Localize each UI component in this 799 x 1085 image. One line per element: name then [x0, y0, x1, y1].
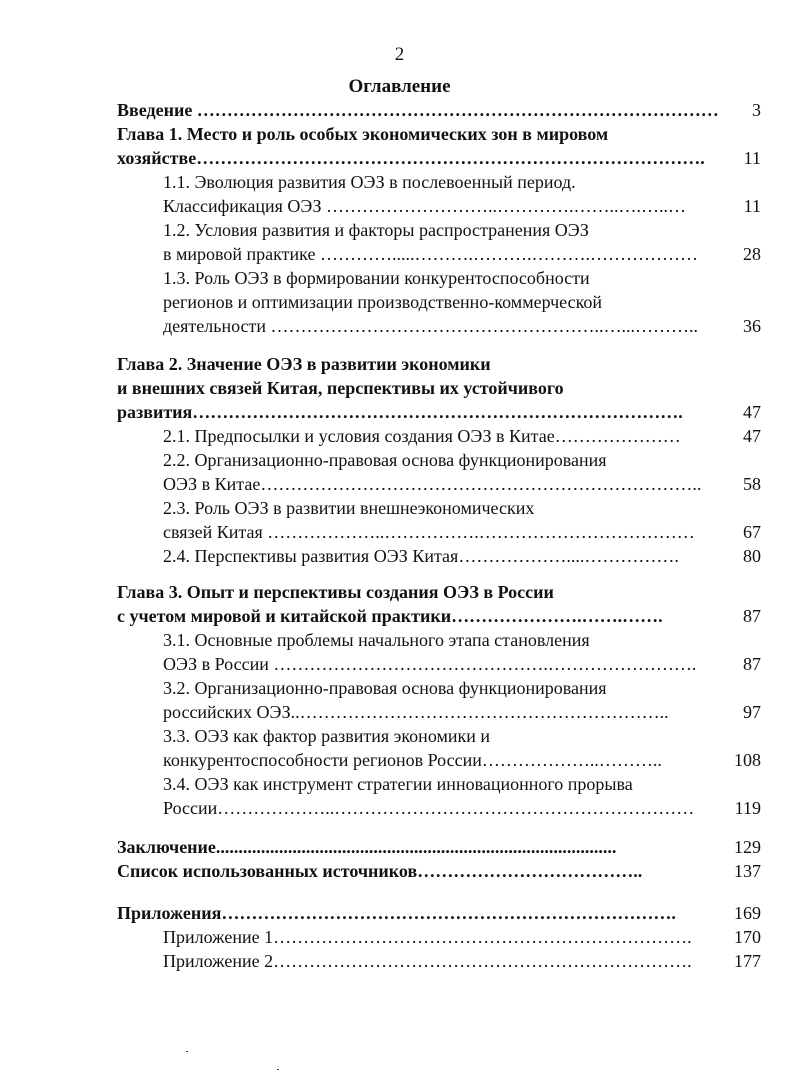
toc-page-chapter-1: 11 [743, 148, 761, 168]
toc-entry-appendices: Приложения…………………………………………………………………. [117, 903, 676, 923]
scan-speck [277, 1069, 279, 1070]
toc-section-1-1-cont: Классификация ОЭЗ ………………………..………….……..….…..… [163, 196, 687, 216]
toc-section-1-2-cont: в мировой практике ………….....……….……….……….……………… [163, 244, 698, 264]
toc-chapter-1-title: Глава 1. Место и роль особых экономических зон в мировом [117, 124, 609, 144]
toc-section-3-4: 3.4. ОЭЗ как инструмент стратегии инновационного прорыва [163, 774, 633, 794]
toc-entry-introduction: Введение …………………………………………………………………………… [117, 100, 719, 120]
toc-section-3-3: 3.3. ОЭЗ как фактор развития экономики и [163, 726, 491, 746]
toc-section-1-2: 1.2. Условия развития и факторы распространения ОЭЗ [163, 220, 589, 240]
toc-section-2-1: 2.1. Предпосылки и условия создания ОЭЗ в Китае………………… [163, 426, 681, 446]
toc-entry-references: Список использованных источников……………………………….. [117, 861, 643, 881]
toc-chapter-2-title: Глава 2. Значение ОЭЗ в развитии экономики [117, 354, 491, 374]
toc-page-section-1-1: 11 [743, 196, 761, 216]
toc-section-2-3-cont: связей Китая ………………..…………….……………………………… [163, 522, 695, 542]
toc-entry-appendix-1: Приложение 1……………………………………………………………. [163, 927, 692, 947]
toc-section-1-3-cont: регионов и оптимизации производственно-коммерческой [163, 292, 603, 312]
toc-chapter-2-title-cont-2: развития………………………………………………………………………. [117, 402, 683, 422]
toc-page-section-1-3: 36 [743, 316, 761, 336]
toc-chapter-1-title-cont: хозяйстве…………………………………………………………………………. [117, 148, 705, 168]
toc-page-section-3-1: 87 [743, 654, 761, 674]
toc-page-section-3-3: 108 [734, 750, 761, 770]
toc-section-2-3: 2.3. Роль ОЭЗ в развитии внешнеэкономических [163, 498, 535, 518]
toc-page-section-3-4: 119 [734, 798, 761, 818]
toc-page-section-1-2: 28 [743, 244, 761, 264]
toc-title: Оглавление [348, 76, 451, 97]
scan-speck [186, 1051, 188, 1052]
toc-page-section-2-3: 67 [743, 522, 761, 542]
toc-page-chapter-2: 47 [743, 402, 761, 422]
toc-chapter-3-title: Глава 3. Опыт и перспективы создания ОЭЗ в России [117, 582, 554, 602]
toc-section-2-4: 2.4. Перспективы развития ОЭЗ Китая………………....……………. [163, 546, 679, 566]
toc-page-section-2-1: 47 [743, 426, 761, 446]
toc-section-3-4-cont: России………………..…………………………………………………… [163, 798, 694, 818]
toc-section-3-2-cont: российских ОЭЗ..…………………………………………………….. [163, 702, 669, 722]
toc-section-3-3-cont: конкурентоспособности регионов России………………..……….. [163, 750, 662, 770]
toc-page-section-2-4: 80 [743, 546, 761, 566]
toc-section-2-2: 2.2. Организационно-правовая основа функционирования [163, 450, 607, 470]
toc-page-section-2-2: 58 [743, 474, 761, 494]
toc-page-chapter-3: 87 [743, 606, 761, 626]
toc-page-conclusion: 129 [734, 837, 761, 857]
toc-section-1-3: 1.3. Роль ОЭЗ в формировании конкурентоспособности [163, 268, 590, 288]
toc-page-references: 137 [734, 861, 761, 881]
toc-chapter-3-title-cont: с учетом мировой и китайской практики………………….…….……. [117, 606, 663, 626]
toc-section-3-1-cont: ОЭЗ в России ……………………………………….……………………. [163, 654, 696, 674]
toc-page-appendix-1: 170 [734, 927, 761, 947]
toc-entry-appendix-2: Приложение 2……………………………………………………………. [163, 951, 692, 971]
toc-section-1-1: 1.1. Эволюция развития ОЭЗ в послевоенный период. [163, 172, 576, 192]
toc-chapter-2-title-cont: и внешних связей Китая, перспективы их устойчивого [117, 378, 564, 398]
toc-page-appendices: 169 [734, 903, 761, 923]
toc-section-2-2-cont: ОЭЗ в Китае……………………………………………………………….. [163, 474, 702, 494]
page-number: 2 [394, 44, 405, 65]
toc-page-introduction: 3 [752, 100, 761, 120]
toc-page-appendix-2: 177 [734, 951, 761, 971]
toc-section-3-2: 3.2. Организационно-правовая основа функционирования [163, 678, 607, 698]
toc-entry-conclusion: Заключение......................................................................................... [117, 837, 617, 857]
toc-section-1-3-cont-2: деятельности ………………………………………………..…...……….. [163, 316, 699, 336]
toc-section-3-1: 3.1. Основные проблемы начального этапа становления [163, 630, 590, 650]
toc-page-section-3-2: 97 [743, 702, 761, 722]
